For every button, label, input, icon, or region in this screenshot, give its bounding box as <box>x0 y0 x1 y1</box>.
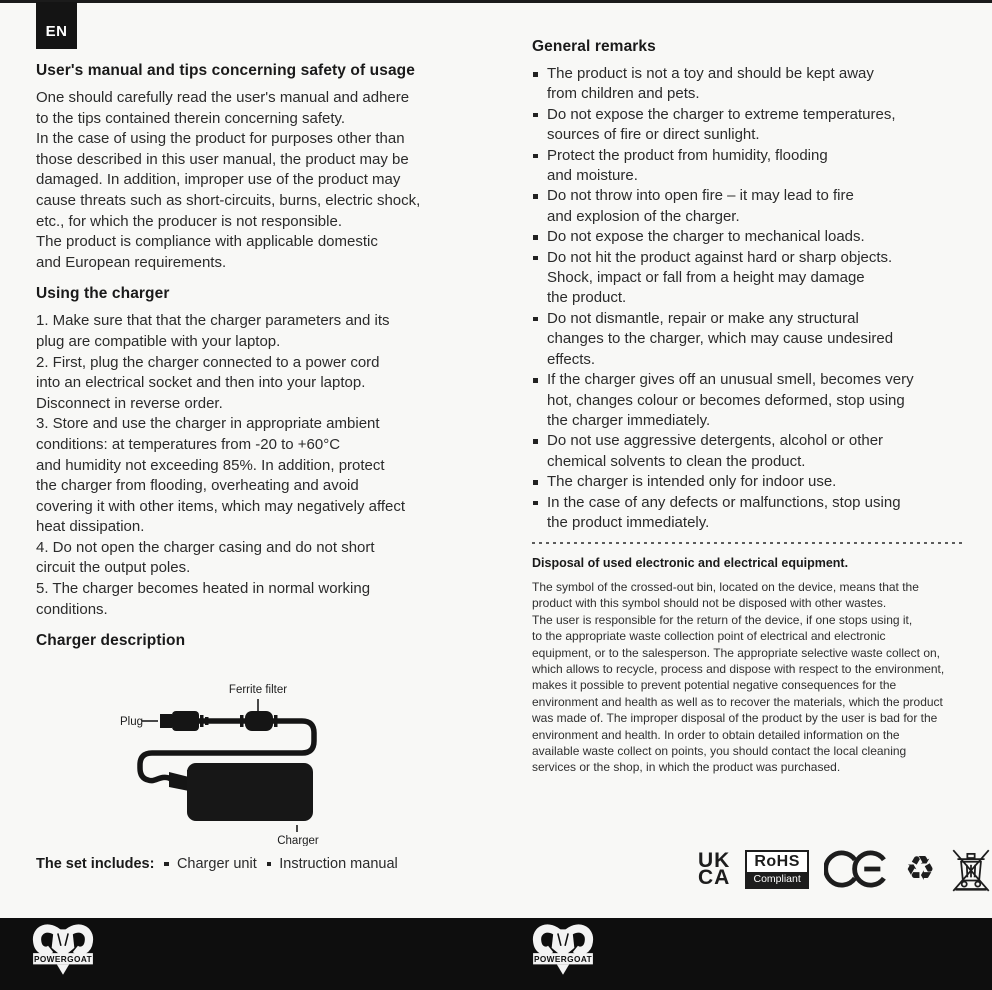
general-remarks-list <box>532 64 964 533</box>
general-remarks-heading: General remarks <box>532 38 656 55</box>
powergoat-wordmark: POWERGOAT <box>33 954 93 964</box>
certification-marks <box>698 843 992 895</box>
rohs-mark-icon <box>745 850 809 889</box>
top-scan-strip <box>0 0 992 3</box>
remark-item: In the case of any defects or malfunctions, stop using the product immediately. <box>532 493 964 534</box>
remark-item: Do not hit the product against hard or sharp objects. Shock, impact or fall from a height may damage the product. <box>532 248 964 309</box>
remark-item: Do not use aggressive detergents, alcohol or other chemical solvents to clean the product. <box>532 431 964 472</box>
recycling-symbol-icon: ♻ <box>904 849 936 889</box>
ukca-line1: UK <box>698 849 731 872</box>
bullet-square <box>267 862 272 867</box>
safety-heading: User's manual and tips concerning safety of usage <box>36 62 415 79</box>
disposal-heading: Disposal of used electronic and electrical equipment. <box>532 556 849 570</box>
powergoat-wordmark: POWERGOAT <box>533 954 593 964</box>
dc-connector <box>169 772 189 791</box>
remark-item: Do not expose the charger to mechanical loads. <box>532 227 964 247</box>
right-column <box>532 38 964 533</box>
remark-item: If the charger gives off an unusual smell, becomes very hot, changes colour or becomes deformed, stop using the charger immediately. <box>532 370 964 431</box>
charger-body <box>187 763 313 821</box>
remark-item: The product is not a toy and should be kept away from children and pets. <box>532 64 964 105</box>
ferrite-filter-label: Ferrite filter <box>228 684 288 697</box>
set-includes-label: The set includes: <box>36 856 155 872</box>
safety-body: One should carefully read the user's manual and adhere to the tips contained therein concerning safety. In the case of using the product for purposes other than those described in this user manual, the product may be damaged. In addition, improper use of the product may cause threats such as short-circuits, burns, electric shock, etc., for which the producer is not responsible. The product is compliance with applicable domestic and European requirements. <box>36 89 421 271</box>
set-includes-line <box>36 856 398 872</box>
remark-item: Do not expose the charger to extreme temperatures, sources of fire or direct sunlight. <box>532 105 964 146</box>
plug-grip-2 <box>205 717 209 725</box>
bullet-square <box>164 862 169 867</box>
ferrite-grip-1 <box>240 715 244 727</box>
disposal-section <box>532 542 962 776</box>
set-includes-item: Charger unit <box>176 856 257 872</box>
powergoat-logo <box>530 921 596 981</box>
crossed-out-bin-icon <box>950 845 992 893</box>
left-column <box>36 62 492 851</box>
footer-bar <box>0 918 992 990</box>
remark-item: Do not dismantle, repair or make any structural changes to the charger, which may cause undesired effects. <box>532 309 964 370</box>
ukca-line2: CA <box>698 866 731 889</box>
ferrite-grip-2 <box>274 715 278 727</box>
using-body: 1. Make sure that that the charger parameters and its plug are compatible with your laptop. 2. First, plug the charger connected to a power cord into an electrical socket and then into your laptop. Disconnect in reverse order. 3. Store and use the charger in appropriate ambient conditions: at temperatures from -20 to +60°C and humidity not exceeding 85%. In addition, protect the charger from flooding, overheating and avoid covering it with other items, which may negatively affect heat dissipation. 4. Do not open the charger casing and do not short circuit the output poles. 5. The charger becomes heated in normal working conditions. <box>36 312 406 618</box>
rohs-title: RoHS <box>754 852 800 870</box>
charger-diagram <box>36 668 488 846</box>
language-badge <box>36 2 77 49</box>
remark-item: Protect the product from humidity, flooding and moisture. <box>532 146 964 187</box>
disposal-body: The symbol of the crossed-out bin, located on the device, means that the product with this symbol should not be disposed with other wastes. The user is responsible for the return of the device, if one stops using it, to the appropriate waste collection point of electrical and electronic equipment, or to the salesperson. The appropriate selective waste collect on, which allows to recycle, process and dispose with respect to the environment, makes it possible to prevent potential negative consequences for the environment and health as well as to recover the materials, which the product was made of. The improper disposal of the product by the user is bad for the environment and health. In order to obtain detailed information on the available waste collect on points, you should contact the local cleaning services or the shop, in which the product was purchased. <box>532 580 945 775</box>
ferrite-filter-bead <box>245 711 273 731</box>
powergoat-logo <box>30 921 96 981</box>
remark-item: Do not throw into open fire – it may lead to fire and explosion of the charger. <box>532 186 964 227</box>
plug-grip-1 <box>200 715 204 727</box>
using-heading: Using the charger <box>36 285 170 303</box>
set-includes-item: Instruction manual <box>279 856 398 872</box>
dashed-divider <box>532 542 962 544</box>
plug-body <box>172 711 199 731</box>
plug-label: Plug <box>120 716 144 729</box>
charger-label: Charger <box>277 835 319 847</box>
ukca-mark-icon <box>698 849 731 889</box>
charger-description-heading: Charger description <box>36 632 186 650</box>
remark-item: The charger is intended only for indoor use. <box>532 472 964 492</box>
language-badge-label: EN <box>45 23 68 40</box>
plug-pin <box>160 714 172 728</box>
ce-mark-icon <box>824 848 890 890</box>
rohs-subtitle: Compliant <box>747 872 807 887</box>
